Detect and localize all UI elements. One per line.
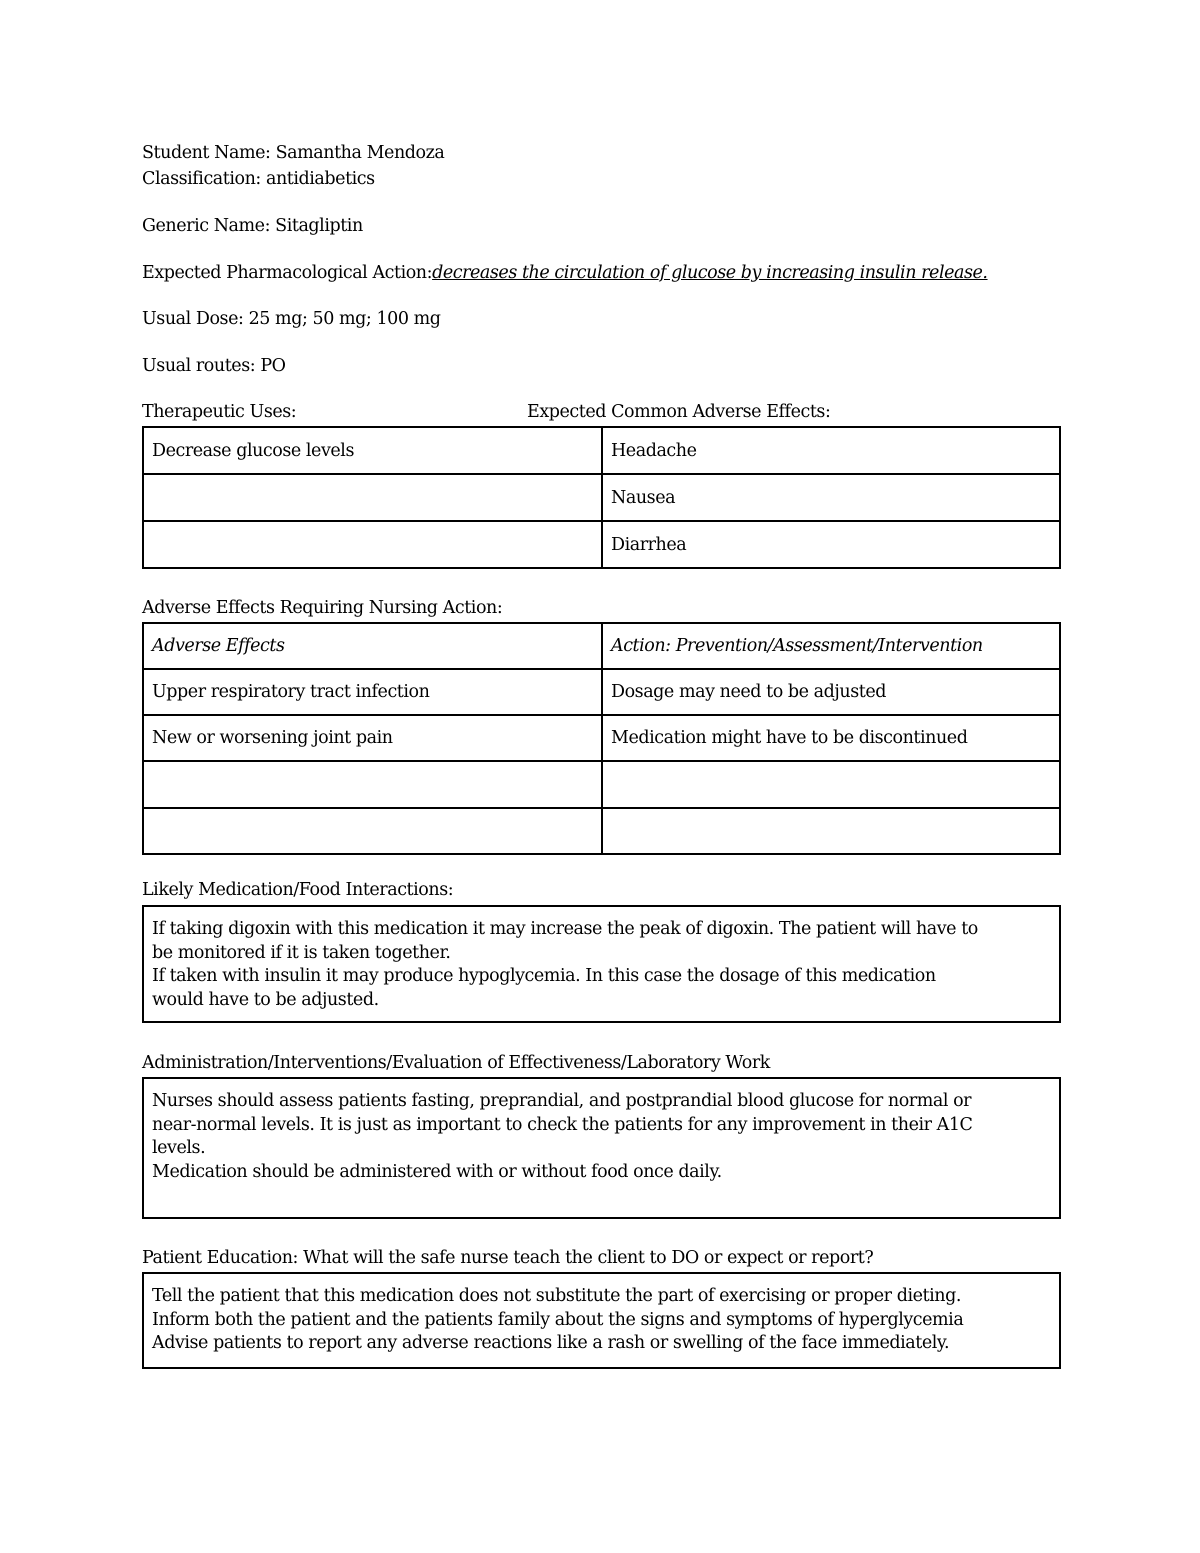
classification-label: Classification: bbox=[142, 169, 261, 189]
usual-dose-value: 25 mg; 50 mg; 100 mg bbox=[248, 309, 441, 329]
therapeutic-table bbox=[142, 426, 1061, 569]
education-text-line: Inform both the patient and the patients family about the signs and symptoms of hyperglycemia bbox=[152, 1309, 964, 1330]
administration-text-line: levels. bbox=[152, 1138, 206, 1158]
interactions-text-line: If taking digoxin with this medication it may increase the peak of digoxin. The patient will have to bbox=[152, 919, 978, 939]
administration-box bbox=[142, 1077, 1061, 1219]
table-row bbox=[143, 808, 1060, 854]
usual-dose-line bbox=[142, 308, 441, 330]
table-row bbox=[143, 521, 1060, 568]
classification-line bbox=[142, 168, 375, 190]
adverse-effect-cell: Diarrhea bbox=[602, 521, 1060, 568]
nursing-effect-cell bbox=[143, 761, 602, 808]
student-name-label: Student Name: bbox=[142, 143, 271, 163]
table-row bbox=[143, 761, 1060, 808]
generic-name-value: Sitagliptin bbox=[275, 216, 363, 236]
nursing-effect-cell: New or worsening joint pain bbox=[143, 715, 602, 761]
usual-dose-label: Usual Dose: bbox=[142, 309, 244, 329]
student-name-value: Samantha Mendoza bbox=[275, 143, 445, 163]
nursing-action-heading: Adverse Effects Requiring Nursing Action: bbox=[142, 598, 503, 618]
usual-routes-value: PO bbox=[260, 356, 286, 376]
interactions-text-line: If taken with insulin it may produce hypoglycemia. In this case the dosage of this medication bbox=[152, 966, 936, 986]
interactions-box bbox=[142, 905, 1061, 1023]
interactions-heading: Likely Medication/Food Interactions: bbox=[142, 880, 454, 900]
action-header: Action: Prevention/Assessment/Intervention bbox=[602, 623, 1060, 669]
common-adverse-heading: Expected Common Adverse Effects: bbox=[527, 402, 831, 422]
pharm-action-label: Expected Pharmacological Action: bbox=[142, 263, 433, 283]
administration-text-line: near-normal levels. It is just as important to check the patients for any improvement in their A1C bbox=[152, 1114, 973, 1135]
nursing-action-table bbox=[142, 622, 1061, 855]
table-row bbox=[143, 427, 1060, 474]
interactions-text-line: be monitored if it is taken together. bbox=[152, 942, 451, 963]
pharm-action-value: decreases the circulation of glucose by increasing insulin release. bbox=[432, 263, 988, 283]
adverse-effects-header: Adverse Effects bbox=[143, 623, 602, 669]
table-row bbox=[143, 669, 1060, 715]
education-text-line: Tell the patient that this medication does not substitute the part of exercising or proper dieting. bbox=[152, 1286, 961, 1306]
administration-text-line: Nurses should assess patients fasting, preprandial, and postprandial blood glucose for normal or bbox=[152, 1091, 972, 1111]
pharm-action-line bbox=[142, 262, 988, 284]
nursing-action-cell bbox=[602, 761, 1060, 808]
nursing-effect-cell: Upper respiratory tract infection bbox=[143, 669, 602, 715]
interactions-text-line: would have to be adjusted. bbox=[152, 989, 379, 1010]
table-row bbox=[143, 715, 1060, 761]
usual-routes-line bbox=[142, 355, 286, 377]
table-row bbox=[143, 474, 1060, 521]
nursing-action-cell bbox=[602, 808, 1060, 854]
education-box bbox=[142, 1272, 1061, 1369]
generic-name-label: Generic Name: bbox=[142, 216, 271, 236]
generic-name-line bbox=[142, 215, 363, 237]
nursing-action-cell: Dosage may need to be adjusted bbox=[602, 669, 1060, 715]
student-name-line bbox=[142, 142, 444, 164]
therapeutic-uses-heading: Therapeutic Uses: bbox=[142, 402, 297, 422]
administration-heading: Administration/Interventions/Evaluation of Effectiveness/Laboratory Work bbox=[142, 1053, 770, 1073]
education-text-line: Advise patients to report any adverse reactions like a rash or swelling of the face immediately. bbox=[152, 1333, 950, 1353]
therapeutic-use-cell bbox=[143, 474, 602, 521]
nursing-action-cell: Medication might have to be discontinued bbox=[602, 715, 1060, 761]
therapeutic-use-cell bbox=[143, 521, 602, 568]
classification-value: antidiabetics bbox=[266, 169, 375, 189]
administration-text-line: Medication should be administered with or without food once daily. bbox=[152, 1161, 722, 1182]
adverse-effect-cell: Nausea bbox=[602, 474, 1060, 521]
adverse-effect-cell: Headache bbox=[602, 427, 1060, 474]
nursing-effect-cell bbox=[143, 808, 602, 854]
usual-routes-label: Usual routes: bbox=[142, 356, 256, 376]
table-header-row bbox=[143, 623, 1060, 669]
therapeutic-use-cell: Decrease glucose levels bbox=[143, 427, 602, 474]
education-heading: Patient Education: What will the safe nurse teach the client to DO or expect or report? bbox=[142, 1248, 874, 1268]
